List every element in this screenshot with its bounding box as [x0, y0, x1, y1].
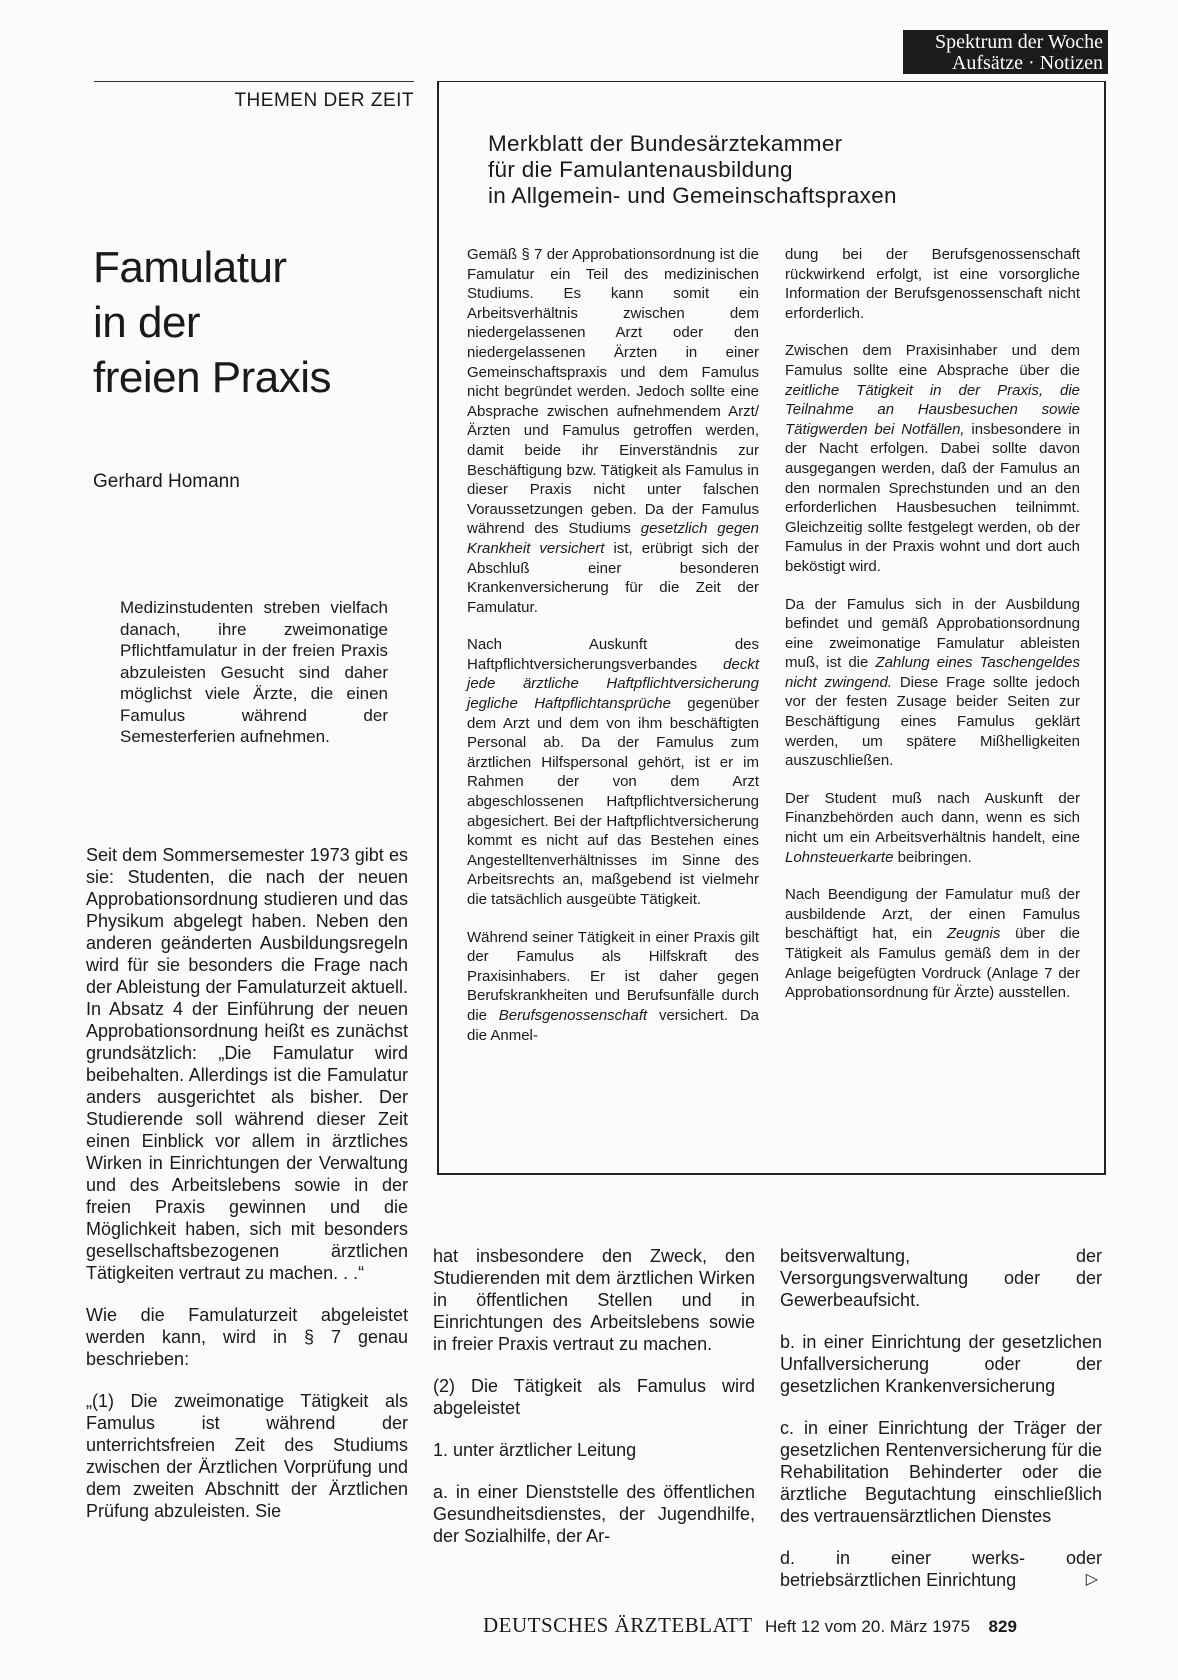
paragraph: c. in einer Einrichtung der Träger der gesetzlichen Rentenversicherung für die Rehabilitation Behinderter oder die ärztliche Begutachtung einschließlich des vertrauensärztlichen Dienstes — [780, 1418, 1102, 1526]
emphasis: deckt jede ärztliche Haftpflichtversicherung jegliche Haftpflichtansprüche — [467, 655, 759, 713]
paragraph — [785, 885, 1080, 1003]
paragraph — [785, 595, 1080, 771]
text-run: Da der Famulus sich in der Ausbildung befindet und gemäß Approbationsordnung eine zweimonatige Famulatur ableisten muß, ist die — [785, 595, 1080, 672]
title-line-2: in der — [93, 298, 201, 347]
emphasis: zeitliche Tätigkeit in der Praxis, die Teilnahme an Hausbesuchen sowie Tätigwerden bei Notfällen, — [785, 381, 1080, 438]
section-heading: THEMEN DER ZEIT — [234, 90, 414, 111]
info-box-title — [488, 131, 1088, 209]
info-box-column-2 — [785, 245, 1080, 1003]
paragraph — [785, 341, 1080, 576]
text-run: Nach Beendigung der Famulatur muß der ausbildende Arzt, der einen Famulus beschäftigt hat, ein — [785, 886, 1080, 943]
badge-line-1: Spektrum der Woche — [935, 31, 1103, 53]
paragraph: dung bei der Berufsgenossenschaft rückwirkend erfolgt, ist eine vorsorgliche Information der Berufsgenossenschaft nicht erforderlich. — [785, 246, 1080, 322]
paragraph: „(1) Die zweimonatige Tätigkeit als Famulus ist während der unterrichtsfreien Zeit des Studiums zwischen der Ärztlichen Vorprüfung und dem zweiten Abschnitt der Ärztlichen Prüfung abzuleisten. Sie — [86, 1391, 408, 1521]
title-line-1: Famulatur — [93, 243, 287, 292]
text-run: gegenüber dem Arzt und dem von ihm beschäftigten Personal ab. Da der Famulus zum ärztlichen Hilfspersonal gehört, ist er im Rahmen der von dem Arzt abgeschlossenen Haftpflichtversicherung abgesichert. Bei der Haftpflichtversicherung kommt es nicht auf das Bestehen eines Angestelltenverhältnisses im Sinne des Arbeitsrechts an, maßgebend ist vielmehr die tatsächlich ausgeübte Tätigkeit. — [467, 695, 759, 908]
badge-line-2: Aufsätze · Notizen — [951, 52, 1103, 74]
paragraph: hat insbesondere den Zweck, den Studierenden mit dem ärztlichen Wirken in öffentlichen Stellen und in Einrichtungen des Arbeitslebens sowie in freier Praxis vertraut zu machen. — [433, 1246, 755, 1354]
emphasis: gesetzlich gegen Krankheit versichert — [467, 520, 759, 557]
paragraph: Seit dem Sommersemester 1973 gibt es sie: Studenten, die nach der neuen Approbationsordnung studieren und das Physikum abgelegt haben. Neben den anderen geänderten Ausbildungsregeln wird für sie besonders die Frage nach der Ableistung der Famulaturzeit aktuell. In Absatz 4 der Einführung der neuen Approbationsordnung heißt es zunächst grundsätzlich: „Die Famulatur wird beibehalten. Allerdings ist die Famulatur anders ausgerichtet als bisher. Der Studierende soll während dieser Zeit einen Einblick vor allem in ärztliches Wirken in Einrichtungen der Verwaltung und des Arbeitslebens sowie in der freien Praxis gewinnen und die Möglichkeit haben, sich mit besonders gesellschaftsbezogenen ärztlichen Tätigkeiten vertraut zu machen. . .“ — [86, 845, 408, 1283]
paragraph — [785, 789, 1080, 867]
text-run: Diese Frage sollte jedoch vor der festen Zusage beider Seiten zur Beschäftigung eines Famulus geklärt werden, um spätere Mißhelligkeiten auszuschließen. — [785, 673, 1080, 770]
paragraph — [467, 928, 759, 1046]
text-run: beibringen. — [897, 848, 972, 866]
journal-name: DEUTSCHES ÄRZTEBLATT — [483, 1613, 753, 1637]
paragraph: b. in einer Einrichtung der gesetzlichen Unfallversicherung oder der gesetzlichen Krankenversicherung — [780, 1332, 1102, 1396]
paragraph: a. in einer Dienststelle des öffentlichen Gesundheitsdienstes, der Jugendhilfe, der Sozialhilfe, der Ar- — [433, 1482, 755, 1546]
text-run: versichert. Da die Anmel- — [467, 1006, 760, 1044]
info-box-column-1 — [467, 245, 759, 1045]
body-column-2 — [433, 1245, 755, 1547]
emphasis: Zahlung eines Taschengeldes nicht zwingend. — [785, 654, 1080, 691]
text-run: Gemäß § 7 der Approbationsordnung ist die Famulatur ein Teil des medizinischen Studiums. Es kann somit ein Arbeitsverhältnis zwischen dem niedergelassenen Arzt oder den niedergelassenen Ärzten in einer Gemeinschaftspraxis und dem Famulus nicht begründet werden. Jedoch sollte eine Absprache zwischen aufnehmendem Arzt/Ärzten und Famulus getroffen werden, damit beide ihr Einverständnis zur Beschäftigung bzw. Tätigkeit als Famulus in dieser Praxis nicht unter falschen Voraussetzungen geben. Da der Famulus während des Studiums — [467, 246, 759, 538]
paragraph — [467, 635, 759, 909]
box-title-line-1: Merkblatt der Bundesärztekammer — [488, 131, 843, 156]
body-column-3 — [780, 1245, 1102, 1591]
continue-arrow-icon: ▷ — [1085, 1571, 1098, 1588]
text-run: d. in einer werks- oder betriebsärztlichen Einrichtung — [780, 1548, 1102, 1590]
text-run: ist, erübrigt sich der Abschluß einer besonderen Krankenversicherung für die Zeit der Famulatur. — [467, 539, 759, 616]
paragraph: 1. unter ärztlicher Leitung — [433, 1440, 637, 1460]
body-column-1 — [86, 844, 408, 1522]
emphasis: Berufsgenossenschaft — [498, 1006, 648, 1024]
page-footer — [483, 1613, 1103, 1638]
emphasis: Lohnsteuerkarte — [785, 848, 894, 866]
header-rule — [94, 81, 414, 82]
article-lead: Medizinstudenten streben vielfach danach, ihre zweimonatige Pflichtfamulatur in der freien Praxis abzuleisten Gesucht sind daher möglichst viele Ärzte, die einen Famulus während der Semesterferien aufnehmen. — [120, 598, 388, 746]
text-run: insbesondere in der Nacht erfolgen. Dabei sollte davon ausgegangen werden, daß der Famulus an den normalen Sprechstunden und an den erforderlichen Hausbesuchen teilnimmt. Gleichzeitig sollte festgelegt werden, ob der Famulus in der Praxis wohnt und dort auch beköstigt wird. — [785, 420, 1080, 575]
paragraph: (2) Die Tätigkeit als Famulus wird abgeleistet — [433, 1376, 755, 1418]
paragraph — [467, 245, 759, 617]
text-run: Zwischen dem Praxisinhaber und dem Famulus sollte eine Absprache über die — [785, 342, 1080, 379]
emphasis: Zeugnis — [946, 925, 1001, 943]
issue-info: Heft 12 vom 20. März 1975 — [765, 1617, 971, 1636]
page-number: 829 — [988, 1617, 1017, 1636]
paragraph: Wie die Famulaturzeit abgeleistet werden kann, wird in § 7 genau beschrieben: — [86, 1305, 408, 1369]
box-title-line-2: für die Famulantenausbildung — [488, 157, 793, 182]
paragraph: beitsverwaltung, der Versorgungsverwaltung oder der Gewerbeaufsicht. — [780, 1246, 1102, 1310]
text-run: Während seiner Tätigkeit in einer Praxis gilt der Famulus als Hilfskraft des Praxisinhabers. Er ist daher gegen Berufskrankheiten und Berufsunfälle durch die — [467, 928, 759, 1024]
box-title-line-3: in Allgemein- und Gemeinschaftspraxen — [488, 183, 897, 208]
text-run: über die Tätigkeit als Famulus gemäß dem in der Anlage beigefügten Vordruck (Anlage 7 der Approbationsordnung für Ärzte) ausstellen. — [785, 925, 1080, 1002]
text-run: Nach Auskunft des Haftpflichtversicherungsverbandes — [467, 636, 759, 673]
paragraph — [780, 1547, 1102, 1591]
article-title — [93, 240, 423, 405]
title-line-3: freien Praxis — [93, 353, 332, 402]
text-run: Der Student muß nach Auskunft der Finanzbehörden auch dann, wenn es sich nicht um ein Arbeitsverhältnis handelt, eine — [785, 789, 1080, 847]
section-badge — [903, 30, 1108, 74]
author-name: Gerhard Homann — [93, 471, 240, 492]
